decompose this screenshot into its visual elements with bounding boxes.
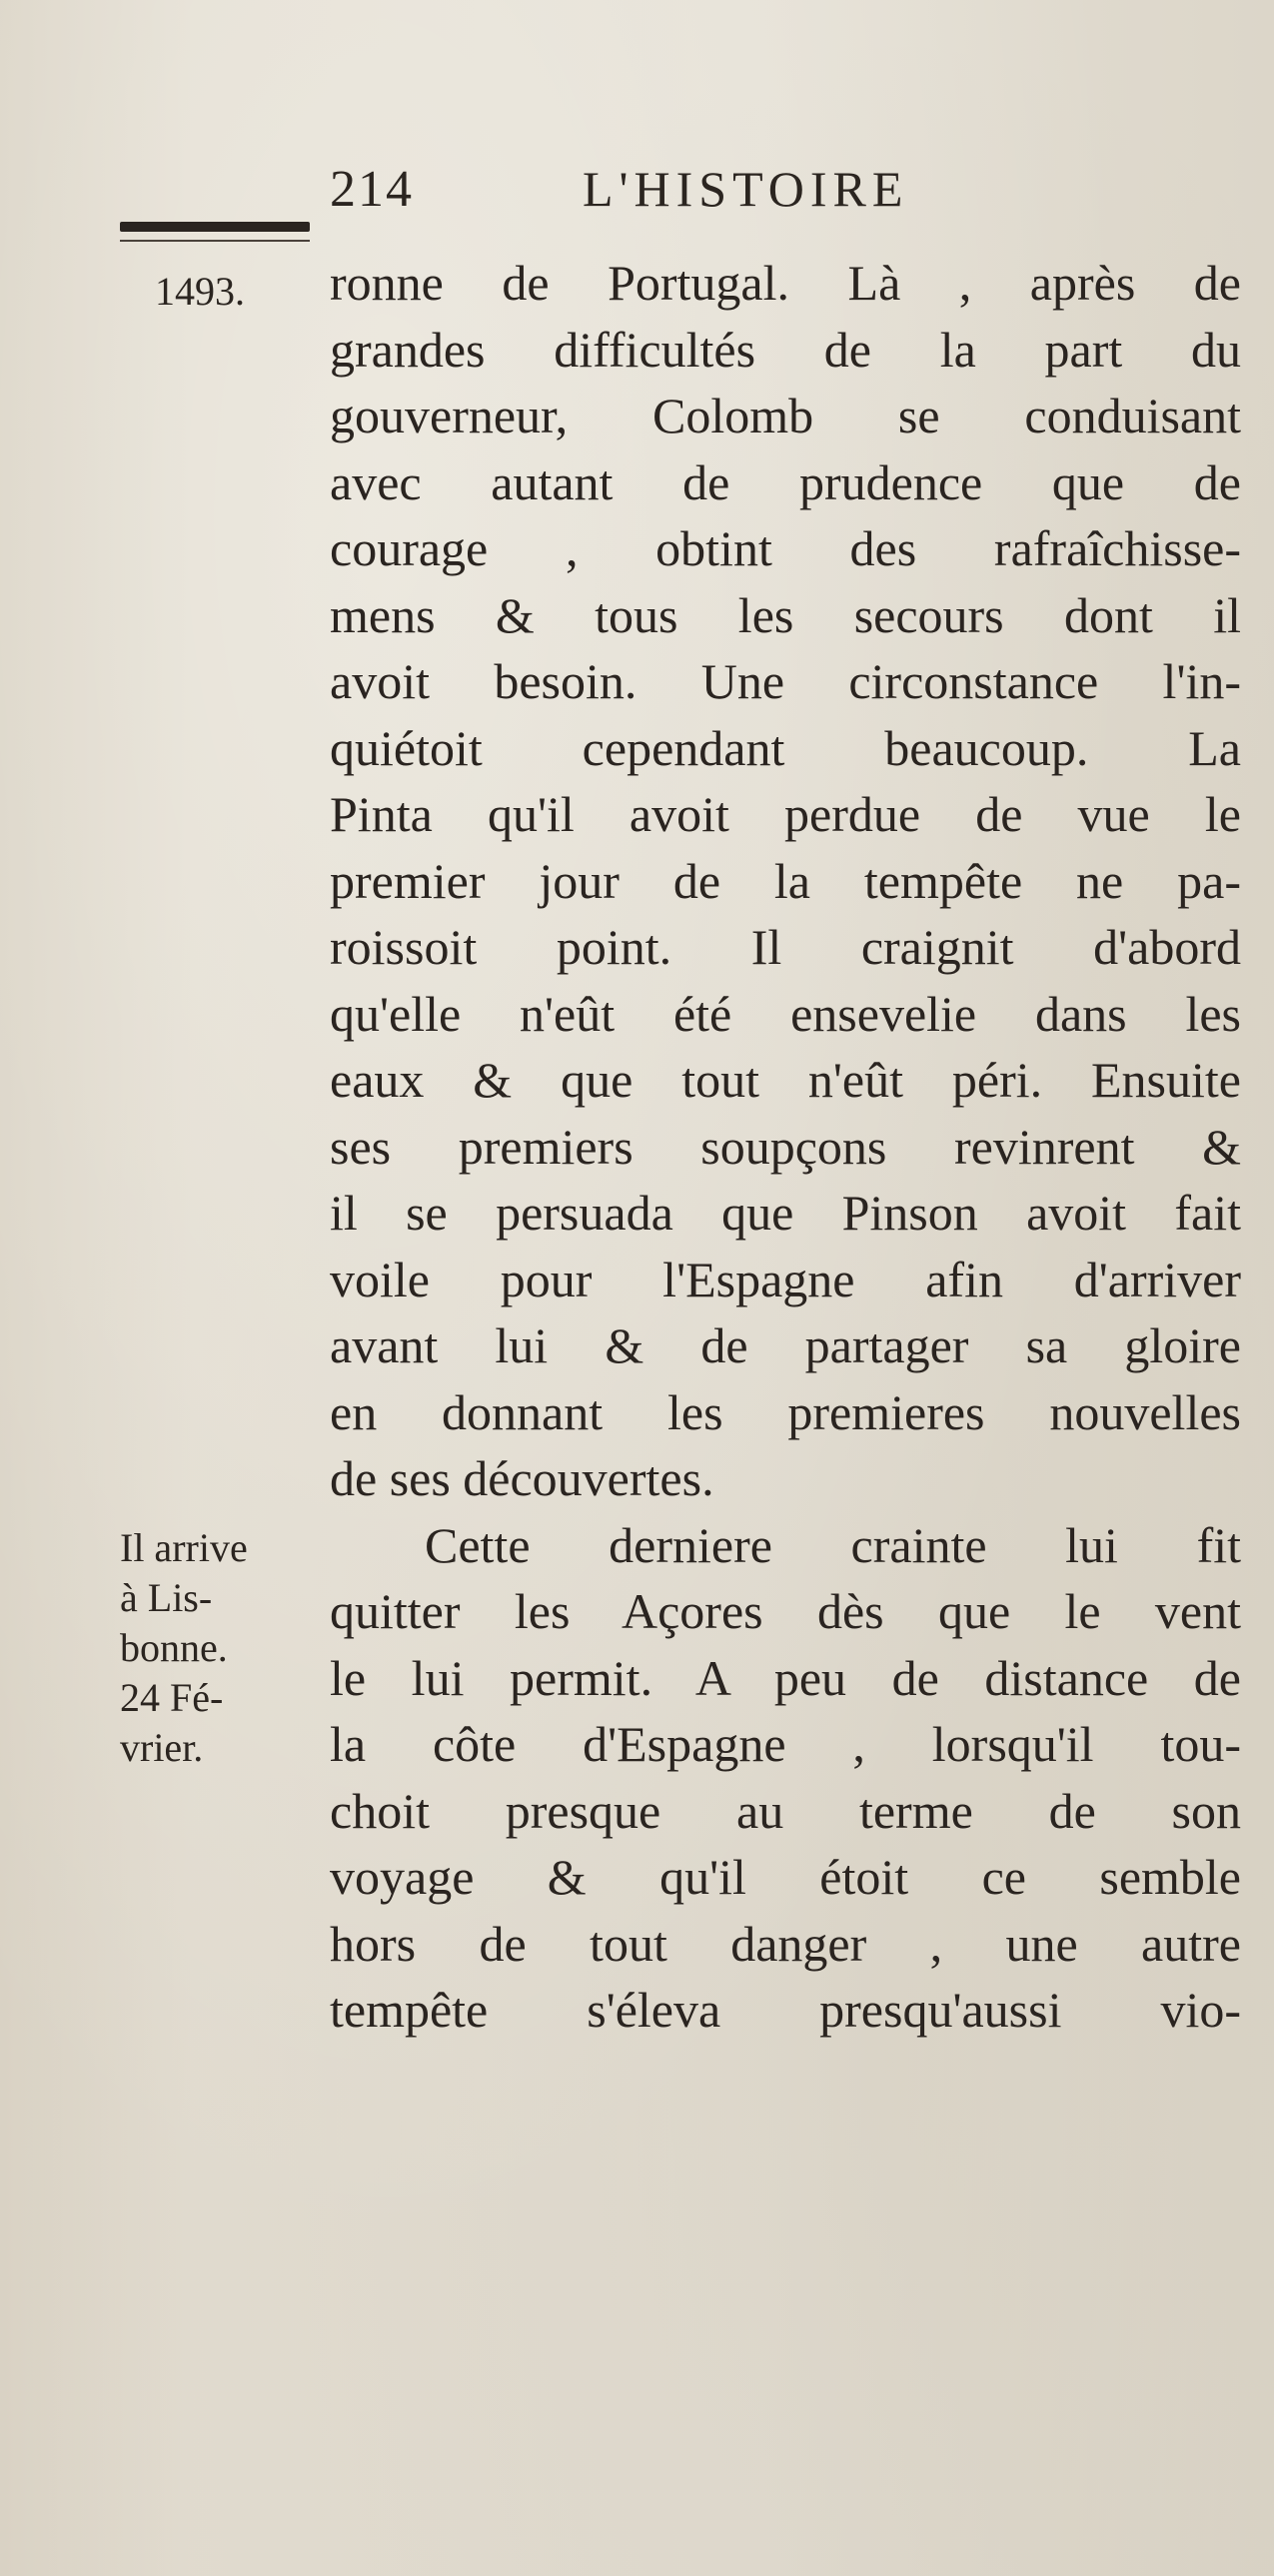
margin-note	[120, 1523, 330, 1773]
text-line: qu'elle n'eût été ensevelie dans les	[330, 985, 1241, 1042]
header-rule-thin	[120, 240, 310, 242]
text-line: Cette derniere crainte lui fit	[425, 1516, 1241, 1573]
text-line: avant lui & de partager sa gloire	[330, 1317, 1241, 1373]
margin-note-line: 24 Fé-	[120, 1675, 224, 1720]
text-line: avoit besoin. Une circonstance l'in-	[330, 653, 1241, 709]
text-line: avec autant de prudence que de	[330, 453, 1241, 510]
margin-note-line: bonne.	[120, 1625, 228, 1670]
text-line: eaux & que tout n'eût péri. Ensuite	[330, 1052, 1241, 1108]
margin-note-line: Il arrive	[120, 1525, 248, 1570]
text-line: de ses découvertes.	[330, 1450, 714, 1506]
text-line: tempête s'éleva presqu'aussi vio-	[330, 1982, 1241, 2038]
text-line: grandes difficultés de la part du	[330, 321, 1241, 378]
text-line: en donnant les premieres nouvelles	[330, 1383, 1241, 1440]
text-line: voyage & qu'il étoit ce semble	[330, 1849, 1241, 1905]
text-line: ses premiers soupçons revinrent &	[330, 1118, 1241, 1175]
text-line: choit presque au terme de son	[330, 1782, 1241, 1839]
text-line: voile pour l'Espagne afin d'arriver	[330, 1251, 1241, 1307]
text-line: gouverneur, Colomb se conduisant	[330, 388, 1241, 443]
text-line: le lui permit. A peu de distance de	[330, 1649, 1241, 1706]
text-line: roissoit point. Il craignit d'abord	[330, 919, 1241, 975]
text-line: hors de tout danger , une autre	[330, 1915, 1241, 1972]
header-rule	[120, 222, 310, 232]
text-line: ronne de Portugal. Là , après de	[330, 255, 1241, 311]
text-line: Pinta qu'il avoit perdue de vue le	[330, 786, 1241, 842]
text-line: quitter les Açores dès que le vent	[330, 1583, 1241, 1639]
margin-year: 1493.	[155, 269, 245, 314]
page-number: 214	[330, 161, 414, 218]
text-line: courage , obtint des rafraîchisse-	[330, 520, 1241, 576]
margin-note-line: vrier.	[120, 1725, 204, 1770]
text-line: la côte d'Espagne , lorsqu'il tou-	[330, 1716, 1241, 1772]
show-through-text	[95, 639, 295, 759]
margin-note-line: à Lis-	[120, 1575, 213, 1620]
text-line: quiétoit cependant beaucoup. La	[330, 719, 1241, 776]
text-line: premier jour de la tempête ne pa-	[330, 852, 1241, 909]
text-line: il se persuada que Pinson avoit fait	[330, 1185, 1241, 1241]
running-head	[0, 160, 1274, 230]
body-text	[330, 250, 1241, 2044]
running-title: L'HISTOIRE	[583, 161, 909, 217]
text-line: mens & tous les secours dont il	[330, 586, 1241, 643]
